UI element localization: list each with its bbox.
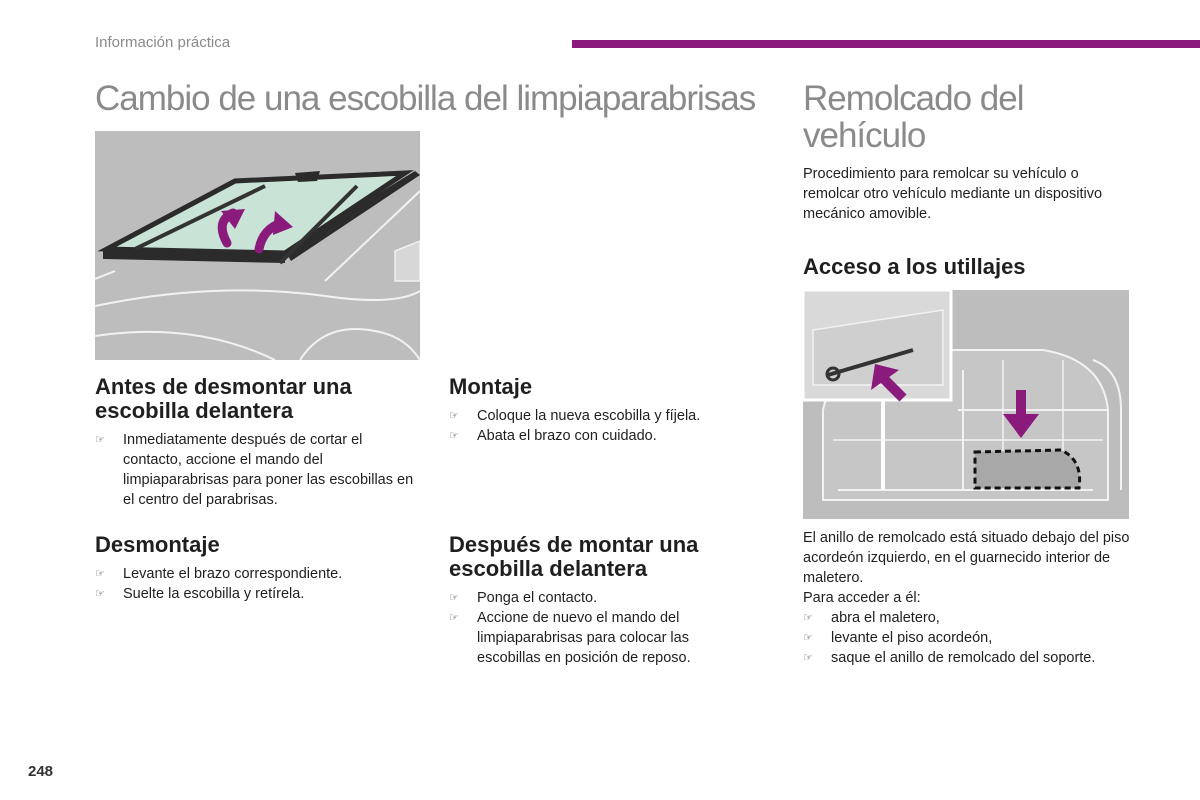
heading-before-removal: Antes de desmontar una escobilla delantera bbox=[95, 374, 352, 423]
page-title-wiper: Cambio de una escobilla del limpiaparabrisas bbox=[95, 79, 756, 118]
trunk-towing-ring-illustration bbox=[803, 290, 1129, 519]
heading-tool-access: Acceso a los utillajes bbox=[803, 254, 1026, 279]
hand-pointer-icon: ☞ bbox=[449, 430, 459, 442]
hand-pointer-icon: ☞ bbox=[803, 632, 813, 644]
towing-ring-description: El anillo de remolcado está situado debajo del piso acordeón izquierdo, en el guarnecido interior de maletero. bbox=[803, 530, 1130, 586]
access-label: Para acceder a él: bbox=[803, 590, 921, 606]
list-item: ☞ Coloque la nueva escobilla y fíjela. bbox=[449, 408, 701, 424]
hand-pointer-icon: ☞ bbox=[95, 588, 105, 600]
list-item: ☞ Levante el brazo correspondiente. bbox=[95, 566, 343, 582]
list-item: ☞ saque el anillo de remolcado del soporte. bbox=[803, 650, 1096, 666]
list-removal bbox=[95, 564, 425, 604]
list-item: ☞ Abata el brazo con cuidado. bbox=[449, 428, 657, 444]
hand-pointer-icon: ☞ bbox=[449, 612, 459, 624]
list-item: ☞ abra el maletero, bbox=[803, 610, 940, 626]
section-header: Información práctica bbox=[95, 34, 231, 51]
list-after-installation bbox=[449, 588, 724, 668]
hand-pointer-icon: ☞ bbox=[95, 434, 105, 446]
windshield-wiper-icon bbox=[95, 131, 420, 360]
hand-pointer-icon: ☞ bbox=[803, 612, 813, 624]
list-tool-access bbox=[803, 608, 1103, 668]
list-item: ☞ Inmediatamente después de cortar el contacto, accione el mando del limpiaparabrisas para poner las escobillas en el centro del parabrisas. bbox=[95, 432, 414, 508]
list-installation bbox=[449, 406, 749, 446]
list-item: ☞ Accione de nuevo el mando del limpiaparabrisas para colocar las escobillas en posición de reposo. bbox=[449, 610, 691, 666]
list-item: ☞ Ponga el contacto. bbox=[449, 590, 598, 606]
page-title-towing: Remolcado del vehículo bbox=[803, 79, 1024, 155]
heading-installation: Montaje bbox=[449, 374, 533, 399]
heading-removal: Desmontaje bbox=[95, 532, 220, 557]
list-item: ☞ levante el piso acordeón, bbox=[803, 630, 993, 646]
windshield-wiper-illustration bbox=[95, 131, 420, 360]
page-number: 248 bbox=[28, 763, 54, 780]
hand-pointer-icon: ☞ bbox=[803, 652, 813, 664]
trunk-icon bbox=[803, 290, 1129, 519]
header-accent-bar bbox=[572, 40, 1200, 48]
hand-pointer-icon: ☞ bbox=[95, 568, 105, 580]
list-before-removal bbox=[95, 430, 425, 510]
hand-pointer-icon: ☞ bbox=[449, 410, 459, 422]
hand-pointer-icon: ☞ bbox=[449, 592, 459, 604]
heading-after-installation: Después de montar una escobilla delantera bbox=[449, 532, 699, 581]
list-item: ☞ Suelte la escobilla y retírela. bbox=[95, 586, 305, 602]
towing-intro: Procedimiento para remolcar su vehículo o remolcar otro vehículo mediante un dispositivo mecánico amovible. bbox=[803, 166, 1103, 222]
